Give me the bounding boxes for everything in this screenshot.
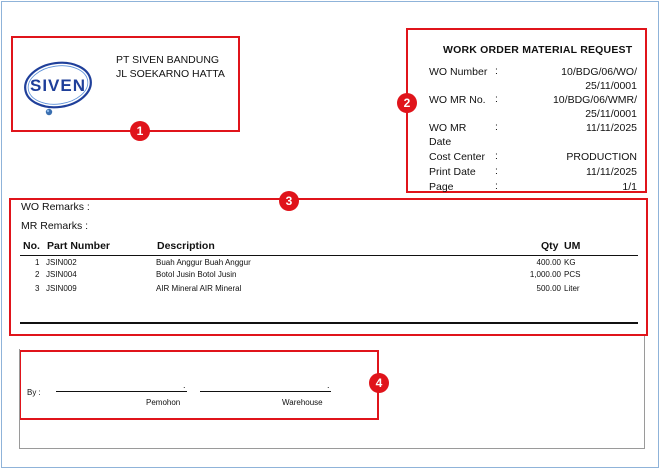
wo-number-value [561, 65, 637, 93]
wo-number-label: WO Number [429, 66, 488, 78]
row-qty: 500.00 [536, 284, 561, 293]
colon: : [495, 150, 498, 162]
cost-center-label: Cost Center [429, 151, 486, 163]
frame-left-line [19, 349, 20, 449]
table-footer-rule [20, 322, 638, 324]
colon: : [495, 121, 498, 133]
company-name: PT SIVEN BANDUNG [116, 54, 220, 66]
row-part-number: JSIN004 [46, 270, 77, 279]
pemohon-label: Pemohon [146, 398, 181, 407]
wo-mr-date-label [429, 121, 466, 149]
warehouse-dot: . [327, 380, 330, 390]
siven-logo [20, 55, 100, 117]
annotation-badge-3: 3 [279, 191, 299, 211]
colon: : [495, 65, 498, 77]
col-header-um: UM [564, 240, 581, 252]
signature-box [19, 350, 379, 420]
warehouse-signature-line [200, 391, 331, 392]
print-date-label: Print Date [429, 166, 476, 178]
row-um: Liter [564, 284, 580, 293]
wo-mr-no-value [553, 93, 637, 121]
wo-mr-no-value-line2: 25/11/0001 [585, 108, 637, 120]
mr-remarks-label: MR Remarks : [21, 220, 89, 232]
row-description: Buah Anggur Buah Anggur [156, 258, 251, 267]
colon: : [495, 93, 498, 105]
wo-mr-no-label: WO MR No. [429, 94, 486, 106]
page-label: Page [429, 181, 454, 193]
colon: : [495, 165, 498, 177]
pemohon-signature-line [56, 391, 187, 392]
wo-mr-date-value: 11/11/2025 [586, 122, 637, 134]
svg-text:SIVEN: SIVEN [29, 76, 87, 95]
row-part-number: JSIN002 [46, 258, 77, 267]
col-header-qty: Qty [541, 240, 559, 252]
row-no: 1 [35, 258, 40, 267]
col-header-no: No. [23, 240, 40, 252]
row-description: AIR Mineral AIR Mineral [156, 284, 242, 293]
cost-center-value: PRODUCTION [566, 151, 637, 163]
wo-mr-date-label-line1: WO MR [429, 122, 467, 134]
wo-number-value-line1: 10/BDG/06/WO/ [561, 66, 637, 78]
frame-bottom-line [19, 448, 645, 449]
items-table-box [9, 198, 648, 336]
row-um: KG [564, 258, 576, 267]
wo-number-value-line2: 25/11/0001 [585, 80, 637, 92]
company-address: JL SOEKARNO HATTA [116, 68, 225, 80]
col-header-description: Description [157, 240, 215, 252]
row-qty: 400.00 [536, 258, 561, 267]
annotation-badge-4: 4 [369, 373, 389, 393]
col-header-part-number: Part Number [47, 240, 111, 252]
row-description: Botol Jusin Botol Jusin [156, 270, 237, 279]
annotation-badge-1: 1 [130, 121, 150, 141]
colon: : [495, 180, 498, 192]
siven-logo-icon [20, 55, 100, 117]
row-no: 2 [35, 270, 40, 279]
row-um: PCS [564, 270, 581, 279]
company-info [116, 53, 225, 81]
wo-remarks-label: WO Remarks : [21, 201, 90, 213]
table-header-divider [20, 255, 638, 256]
document-title: WORK ORDER MATERIAL REQUEST [443, 44, 633, 56]
frame-right-line [644, 336, 645, 449]
wo-mr-no-value-line1: 10/BDG/06/WMR/ [552, 94, 637, 106]
print-date-value: 11/11/2025 [586, 166, 637, 178]
page-value: 1/1 [622, 181, 637, 193]
row-qty: 1,000.00 [529, 270, 561, 279]
pemohon-dot: . [183, 380, 186, 390]
row-no: 3 [35, 284, 40, 293]
row-part-number: JSIN009 [46, 284, 77, 293]
annotation-badge-2: 2 [397, 93, 417, 113]
by-label: By : [27, 388, 41, 397]
warehouse-label: Warehouse [282, 398, 323, 407]
wo-mr-date-label-line2: Date [429, 136, 452, 148]
